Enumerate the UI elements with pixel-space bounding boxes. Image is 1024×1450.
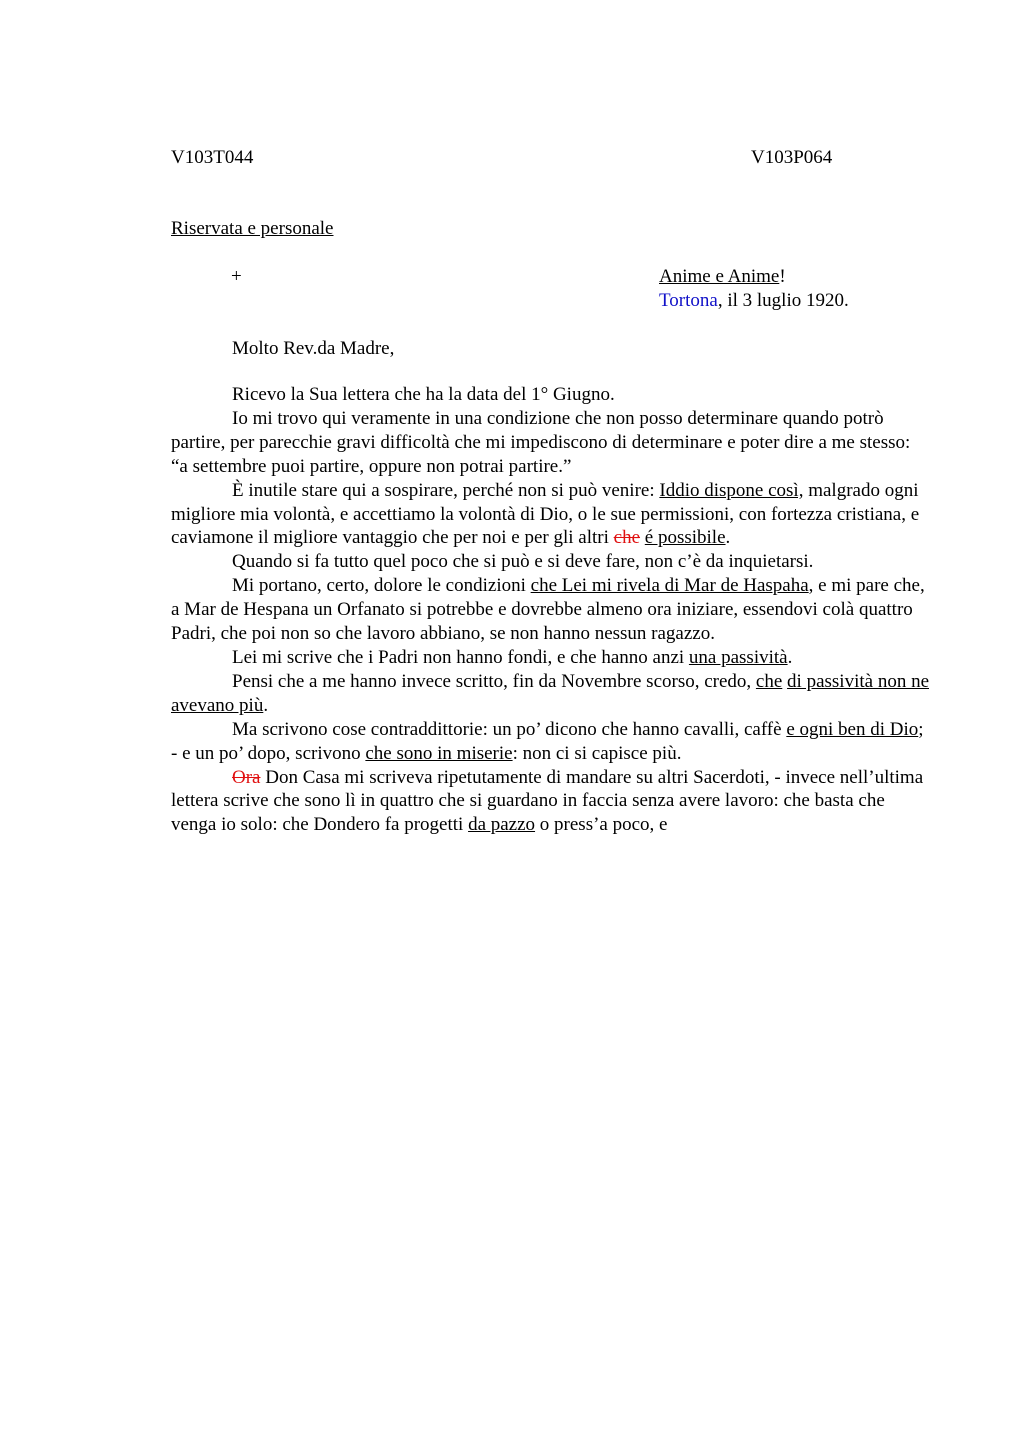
letter-body [171,383,931,837]
underlined-text: che [755,670,783,692]
document-code-left: V103T044 [171,147,254,168]
underlined-text: e ogni ben di Dio [786,718,919,740]
underlined-text: una passività [688,646,788,668]
paragraph-2: Io mi trovo qui veramente in una condizione che non posso determinare quando potrò partire, per parecchie gravi difficoltà che mi impediscono di determinare e poter dire a me stesso: “a settembre puoi partire, oppure non potrai partire.” [171,407,911,477]
text-run: . [725,527,731,549]
text-run: o press’a poco, e [535,814,668,836]
confidential-notice: Riservata e personale [171,218,334,239]
date-text: , il 3 luglio 1920. [717,290,849,311]
paragraph-7 [171,670,931,718]
paragraph-6 [171,646,931,670]
text-run: ; - e un po’ dopo, scrivono [171,718,924,764]
text-run: Mi portano, certo, dolore le condizioni [232,575,531,597]
motto-tail: ! [779,266,786,287]
motto-underlined: Anime e Anime [659,266,780,287]
motto [659,265,786,289]
paragraph-5 [171,574,931,646]
paragraph-8 [171,718,931,766]
paragraph-1: Ricevo la Sua lettera che ha la data del 1° Giugno. [232,384,615,405]
paragraph-4: Quando si fa tutto quel poco che si può e si deve fare, non c’è da inquietarsi. [232,551,814,573]
text-run: Don Casa mi scriveva ripetutamente di mandare su altri Sacerdoti, - invece nell’ultima lettera scrive che sono lì in quattro che si guardano in faccia senza avere lavoro: che basta che venga io solo: che Dondero fa progetti [171,766,924,836]
text-run: Lei mi scrive che i Padri non hanno fondi, e che hanno anzi [232,646,689,668]
underlined-text: da pazzo [468,814,536,836]
underlined-text: Iddio dispone così, [659,479,804,501]
underlined-text: che sono in miserie [365,742,513,764]
salutation: Molto Rev.da Madre, [232,338,395,359]
paragraph-3 [171,479,931,551]
document-code-right: V103P064 [751,147,833,168]
underlined-text: di passività non ne avevano più [171,670,929,716]
struck-text: che [613,527,641,549]
text-run: . [263,694,269,716]
underlined-text: é possibile [644,527,726,549]
cross-symbol: + [231,266,242,287]
text-run: : non ci si capisce più. [512,742,682,764]
paragraph-9 [171,766,931,838]
struck-text: Ora [232,766,261,788]
text-run: Ma scrivono cose contraddittorie: un po’ dicono che hanno cavalli, caffè [232,718,787,740]
text-run: Pensi che a me hanno invece scritto, fin da Novembre scorso, credo, [232,670,756,692]
text-run: È inutile stare qui a sospirare, perché non si può venire: [232,479,660,501]
text-run: malgrado ogni migliore mia volontà, e accettiamo la volontà di Dio, o le sue permissioni, con fortezza cristiana, e caviamone il migliore vantaggio che per noi e per gli altri [171,479,920,549]
place-date [659,289,849,313]
place-name: Tortona [659,290,718,311]
underlined-text: che Lei mi rivela di Mar de Haspaha [530,575,809,597]
text-run: . [787,646,793,668]
text-run: , e mi pare che, a Mar de Hespana un Orfanato si potrebbe e dovrebbe almeno ora iniziare, essendovi colà quattro Padri, che poi non so che lavoro abbiano, se non hanno nessun ragazzo. [171,575,925,645]
